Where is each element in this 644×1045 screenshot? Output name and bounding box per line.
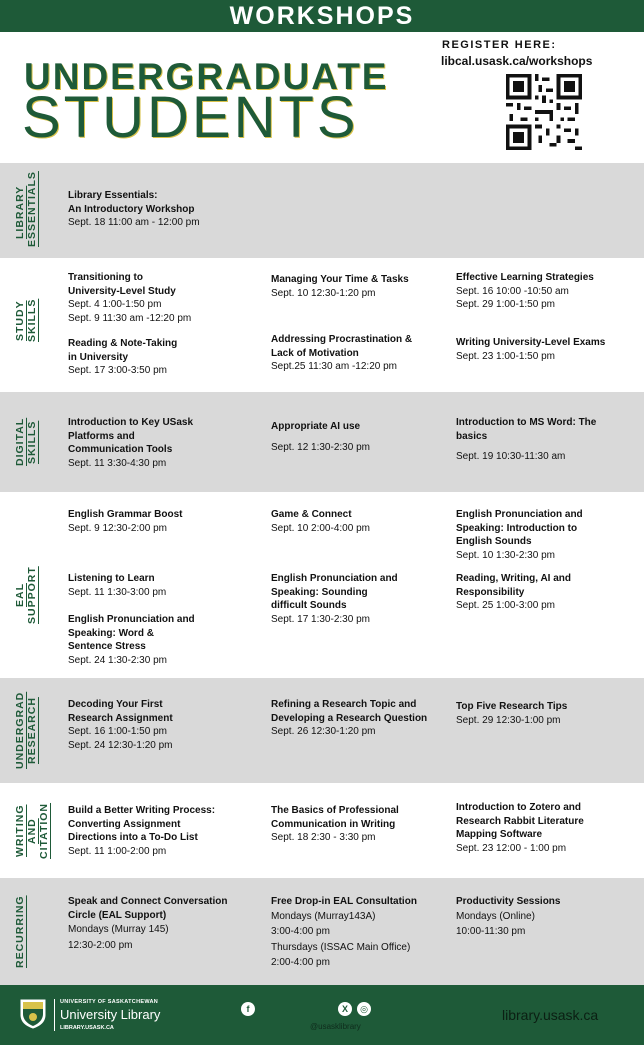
- workshop-details: Sept. 11 1:30-3:00 pm: [68, 586, 167, 598]
- section-label: RECURRING: [14, 895, 26, 968]
- workshop-details: Mondays (Murray 145) 12:30-2:00 pm: [68, 924, 169, 951]
- workshop-title: Library Essentials: An Introductory Workshop: [68, 190, 195, 215]
- workshop-details: Sept. 26 12:30-1:20 pm: [271, 726, 376, 737]
- qr-code-icon[interactable]: [506, 74, 582, 150]
- workshop-title: Managing Your Time & Tasks: [271, 274, 409, 285]
- workshop-item[interactable]: [271, 698, 441, 739]
- section-label: DIGITAL SKILLS: [14, 417, 38, 466]
- facebook-icon[interactable]: f: [241, 1002, 255, 1016]
- workshop-details: Sept. 29 12:30-1:00 pm: [456, 714, 561, 726]
- workshop-item[interactable]: [68, 572, 238, 599]
- workshop-title: Free Drop-in EAL Consultation: [271, 896, 417, 907]
- workshop-details: Sept. 16 1:00-1:50 pm Sept. 24 12:30-1:20 pm: [68, 726, 173, 751]
- section-library-essentials: [0, 163, 644, 258]
- workshop-details: Sept. 18 2:30 - 3:30 pm: [271, 832, 376, 843]
- workshop-title: Speak and Connect Conversation Circle (EAL Support): [68, 896, 228, 921]
- workshop-title: English Grammar Boost: [68, 509, 183, 520]
- workshop-details: Sept. 16 10:00 -10:50 am Sept. 29 1:00-1:50 pm: [456, 285, 569, 310]
- workshop-details: Sept. 10 1:30-2:30 pm: [456, 549, 555, 561]
- hero-title-line2: STUDENTS: [22, 85, 359, 150]
- workshop-item[interactable]: [68, 698, 238, 752]
- workshop-details: Sept. 23 12:00 - 1:00 pm: [456, 842, 567, 854]
- workshop-item[interactable]: [456, 416, 626, 464]
- workshop-title: Build a Better Writing Process: Converting Assignment Directions into a To-Do List: [68, 805, 216, 843]
- section-label: UNDERGRAD RESEARCH: [14, 691, 38, 770]
- workshop-item[interactable]: [456, 572, 626, 613]
- university-crest-icon: [20, 999, 46, 1029]
- footer: [0, 985, 644, 1045]
- workshop-title: Addressing Procrastination & Lack of Motivation: [271, 334, 413, 359]
- section-label: EAL SUPPORT: [14, 566, 38, 624]
- workshop-title: Productivity Sessions: [456, 896, 561, 907]
- workshop-title: Introduction to MS Word: The basics: [456, 417, 597, 442]
- section-recurring: [0, 878, 644, 985]
- section-undergrad-research: [0, 678, 644, 783]
- library-website[interactable]: library.usask.ca: [502, 1007, 599, 1023]
- workshop-title: English Pronunciation and Speaking: Word & Sentence Stress: [68, 614, 195, 652]
- workshop-item[interactable]: [68, 508, 238, 535]
- instagram-icon[interactable]: ◎: [357, 1002, 371, 1016]
- footer-divider: [54, 999, 55, 1031]
- workshop-details: Sept. 24 1:30-2:30 pm: [68, 654, 167, 666]
- workshop-details: Sept. 4 1:00-1:50 pm Sept. 9 11:30 am -12:20 pm: [68, 299, 192, 324]
- workshop-details: Sept. 17 3:00-3:50 pm: [68, 365, 167, 376]
- workshop-details: Mondays (Murray143A) 3:00-4:00 pm Thursdays (ISSAC Main Office) 2:00-4:00 pm: [271, 910, 411, 968]
- workshop-item[interactable]: [68, 337, 238, 378]
- x-icon[interactable]: X: [338, 1002, 352, 1016]
- library-url[interactable]: LIBRARY.USASK.CA: [60, 1025, 114, 1031]
- section-study-skills: [0, 258, 644, 392]
- workshop-title: Refining a Research Topic and Developing a Research Question: [271, 699, 428, 724]
- workshop-details: Mondays (Online) 10:00-11:30 pm: [456, 910, 535, 937]
- workshop-details: Sept. 23 1:00-1:50 pm: [456, 350, 555, 362]
- section-label: STUDY SKILLS: [14, 298, 38, 343]
- workshop-item[interactable]: [68, 804, 238, 858]
- workshop-item[interactable]: [456, 271, 626, 312]
- section-writing-citation: [0, 783, 644, 878]
- workshop-details: Sept.25 11:30 am -12:20 pm: [271, 361, 398, 372]
- workshop-item[interactable]: [68, 271, 238, 325]
- workshop-title: English Pronunciation and Speaking: Introduction to English Sounds: [456, 509, 583, 547]
- workshop-title: English Pronunciation and Speaking: Sounding difficult Sounds: [271, 573, 398, 611]
- university-name: UNIVERSITY OF SASKATCHEWAN: [60, 999, 159, 1005]
- workshop-item[interactable]: [68, 895, 238, 953]
- workshop-item[interactable]: [456, 801, 626, 855]
- section-eal-support: [0, 492, 644, 678]
- workshop-details: Sept. 17 1:30-2:30 pm: [271, 613, 370, 625]
- workshop-title: Reading & Note-Taking in University: [68, 338, 178, 363]
- workshop-title: Introduction to Key USask Platforms and Communication Tools: [68, 417, 194, 455]
- workshop-item[interactable]: [456, 508, 626, 562]
- workshop-title: Writing University-Level Exams: [456, 337, 606, 348]
- hero-header: [0, 32, 644, 163]
- register-label: REGISTER HERE:: [442, 39, 557, 51]
- workshop-details: Sept. 11 1:00-2:00 pm: [68, 845, 167, 857]
- workshop-details: Sept. 25 1:00-3:00 pm: [456, 600, 555, 611]
- workshop-item[interactable]: [68, 416, 238, 470]
- workshop-item[interactable]: [271, 508, 441, 535]
- workshop-title: Transitioning to University-Level Study: [68, 272, 176, 297]
- workshop-item[interactable]: [271, 895, 441, 971]
- workshop-item[interactable]: [271, 333, 441, 374]
- register-link[interactable]: libcal.usask.ca/workshops: [441, 54, 593, 68]
- section-digital-skills: [0, 392, 644, 492]
- workshops-banner: WORKSHOPS: [0, 0, 644, 32]
- workshop-details: Sept. 11 3:30-4:30 pm: [68, 457, 167, 469]
- workshop-title: Decoding Your First Research Assignment: [68, 699, 173, 724]
- workshop-details: Sept. 12 1:30-2:30 pm: [271, 441, 370, 453]
- workshop-details: Sept. 9 12:30-2:00 pm: [68, 522, 167, 534]
- workshop-item[interactable]: [271, 572, 441, 626]
- workshop-title: Listening to Learn: [68, 573, 155, 584]
- workshop-item[interactable]: [271, 420, 441, 454]
- workshop-title: The Basics of Professional Communication in Writing: [271, 805, 399, 830]
- hero-title-line1: UNDERGRADUATE: [24, 56, 389, 97]
- workshop-details: Sept. 19 10:30-11:30 am: [456, 451, 566, 462]
- workshop-item[interactable]: [456, 336, 626, 363]
- social-handle[interactable]: @usasklibrary: [310, 1022, 361, 1031]
- workshop-title: Effective Learning Strategies: [456, 272, 594, 283]
- workshop-title: Top Five Research Tips: [456, 701, 568, 712]
- section-label: WRITING AND CITATION: [14, 802, 50, 860]
- workshop-item[interactable]: [68, 613, 238, 667]
- workshop-item[interactable]: [456, 700, 626, 727]
- workshop-title: Game & Connect: [271, 509, 352, 520]
- workshop-details: Sept. 18 11:00 am - 12:00 pm: [68, 217, 200, 228]
- library-name: University Library: [60, 1007, 161, 1022]
- workshop-title: Reading, Writing, AI and Responsibility: [456, 573, 571, 598]
- workshop-item[interactable]: [271, 804, 441, 845]
- section-label: LIBRARY ESSENTIALS: [14, 171, 38, 247]
- workshop-item[interactable]: [68, 189, 238, 230]
- workshop-details: Sept. 10 2:00-4:00 pm: [271, 522, 370, 534]
- workshop-title: Appropriate AI use: [271, 421, 361, 432]
- workshop-title: Introduction to Zotero and Research Rabbit Literature Mapping Software: [456, 802, 584, 840]
- workshop-item[interactable]: [271, 273, 441, 300]
- workshop-item[interactable]: [456, 895, 626, 940]
- workshop-details: Sept. 10 12:30-1:20 pm: [271, 287, 376, 299]
